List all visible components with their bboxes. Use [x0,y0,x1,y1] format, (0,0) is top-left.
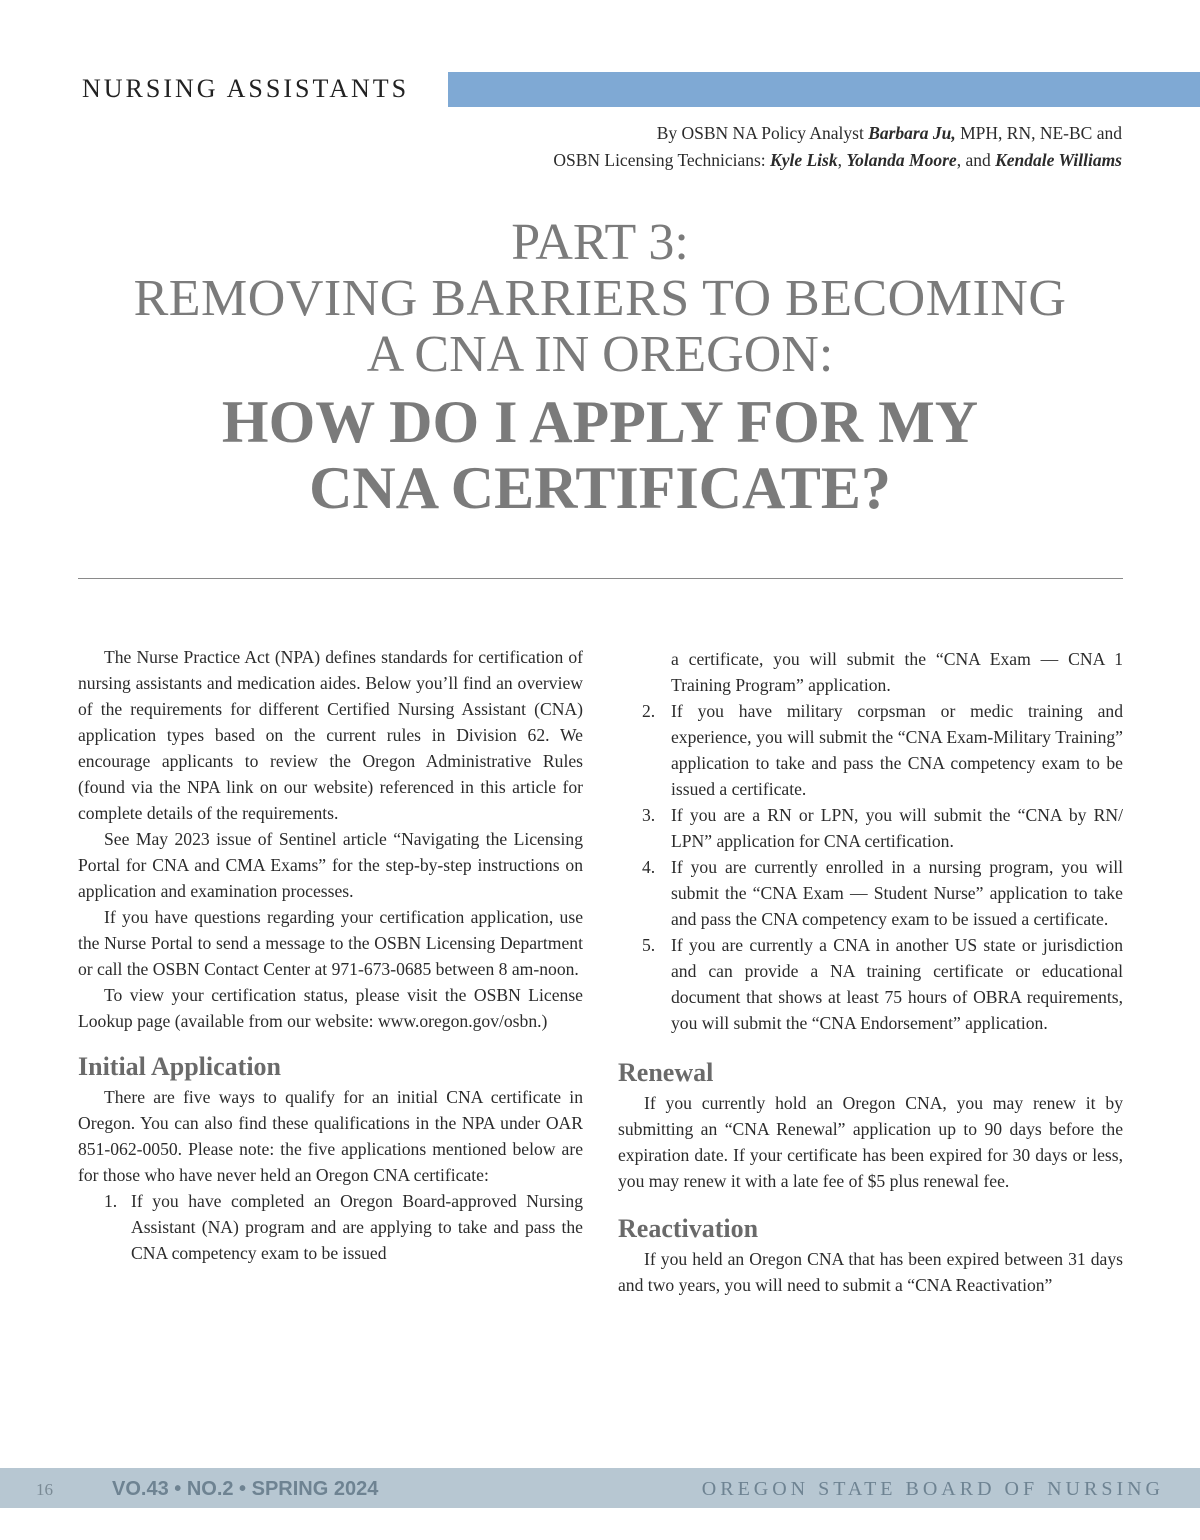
list-item-continuation: a certificate, you will submit the “CNA Exam — CNA 1 Training Program” application. [671,649,1123,695]
list-item [618,698,1123,802]
section-heading: Renewal [618,1058,714,1087]
header-color-bar [448,72,1200,107]
title-line: PART 3: [511,214,689,271]
list-item [618,802,1123,854]
application-list [618,698,1123,1036]
byline-line-1 [362,120,1122,147]
title-line: REMOVING BARRIERS TO BECOMING [133,270,1067,327]
list-number: 4. [642,857,656,877]
paragraph: If you have questions regarding your certification application, use the Nurse Portal to send a message to the OSBN Licensing Department or call the OSBN Contact Center at 971-673-0685 between 8 am-noon. [78,907,583,979]
title-line: HOW DO I APPLY FOR MY [221,389,979,455]
list-text: If you have military corpsman or medic training and experience, you will submit the “CNA Exam-Military Training” application to take and pass the CNA competency exam to be issued a certificate. [671,701,1123,799]
byline-text: MPH, RN, NE-BC and [955,123,1122,143]
list-text: If you are currently a CNA in another US state or jurisdiction and can provide a NA training certificate or educational document that shows at least 75 hours of OBRA requirements, you will submit the “CNA Endorsement” application. [671,935,1123,1033]
list-number: 2. [642,701,656,721]
paragraph: If you currently hold an Oregon CNA, you may renew it by submitting an “CNA Renewal” application up to 90 days before the expiration date. If your certificate has been expired for 30 days or less, you may renew it with a late fee of $5 plus renewal fee. [618,1093,1123,1191]
author-name: Kyle Lisk [770,150,838,170]
paragraph: If you held an Oregon CNA that has been expired between 31 days and two years, you will need to submit a “CNA Reactivation” [618,1249,1123,1295]
byline-text: By OSBN NA Policy Analyst [656,123,869,143]
list-text: If you are a RN or LPN, you will submit the “CNA by RN/ LPN” application for CNA certification. [671,805,1123,851]
title-divider [78,578,1123,579]
byline-line-2 [362,147,1122,174]
title-line: A CNA IN OREGON: [366,326,834,383]
list-text: If you have completed an Oregon Board-approved Nursing Assistant (NA) program and are applying to take and pass the CNA competency exam to be issued [131,1191,583,1263]
right-column [618,646,1123,1298]
paragraph: There are five ways to qualify for an initial CNA certificate in Oregon. You can also find these qualifications in the NPA under OAR 851-062-0050. Please note: the five applications mentioned below are for those who have never held an Oregon CNA certificate: [78,1087,583,1185]
application-list [78,1188,583,1266]
list-number: 1. [104,1191,118,1211]
issue-label: VO.43 • NO.2 • SPRING 2024 [112,1478,379,1500]
byline [362,120,1122,174]
list-number: 5. [642,935,656,955]
article-title [60,215,1140,521]
paragraph: To view your certification status, please visit the OSBN License Lookup page (available from our website: www.oregon.gov/osbn.) [78,985,583,1031]
page-number: 16 [36,1480,53,1499]
author-name: Kendale Williams [995,150,1122,170]
byline-text: OSBN Licensing Technicians: [553,150,771,170]
section-label: NURSING ASSISTANTS [82,74,410,103]
list-number: 3. [642,805,656,825]
list-item [618,932,1123,1036]
author-name: Yolanda Moore [846,150,957,170]
paragraph: See May 2023 issue of Sentinel article “Navigating the Licensing Portal for CNA and CMA Exams” for the step-by-step instructions on application and examination processes. [78,829,583,901]
byline-text: , [837,150,847,170]
title-line: CNA CERTIFICATE? [309,455,891,521]
list-text: If you are currently enrolled in a nursing program, you will submit the “CNA Exam — Student Nurse” application to take and pass the CNA competency exam to be issued a certificate. [671,857,1123,929]
byline-text: , and [956,150,996,170]
section-heading: Reactivation [618,1214,759,1243]
author-name: Barbara Ju, [868,123,956,143]
list-item [78,1188,583,1266]
section-heading: Initial Application [78,1052,281,1081]
list-item [618,854,1123,932]
organization-name: OREGON STATE BOARD OF NURSING [701,1478,1164,1500]
left-column [78,644,583,1266]
paragraph: The Nurse Practice Act (NPA) defines standards for certification of nursing assistants and medication aides. Below you’ll find an overview of the requirements for different Certified Nursing Assistant (CNA) application types based on the current rules in Division 62. We encourage applicants to review the Oregon Administrative Rules (found via the NPA link on our website) referenced in this article for complete details of the requirements. [78,647,583,823]
